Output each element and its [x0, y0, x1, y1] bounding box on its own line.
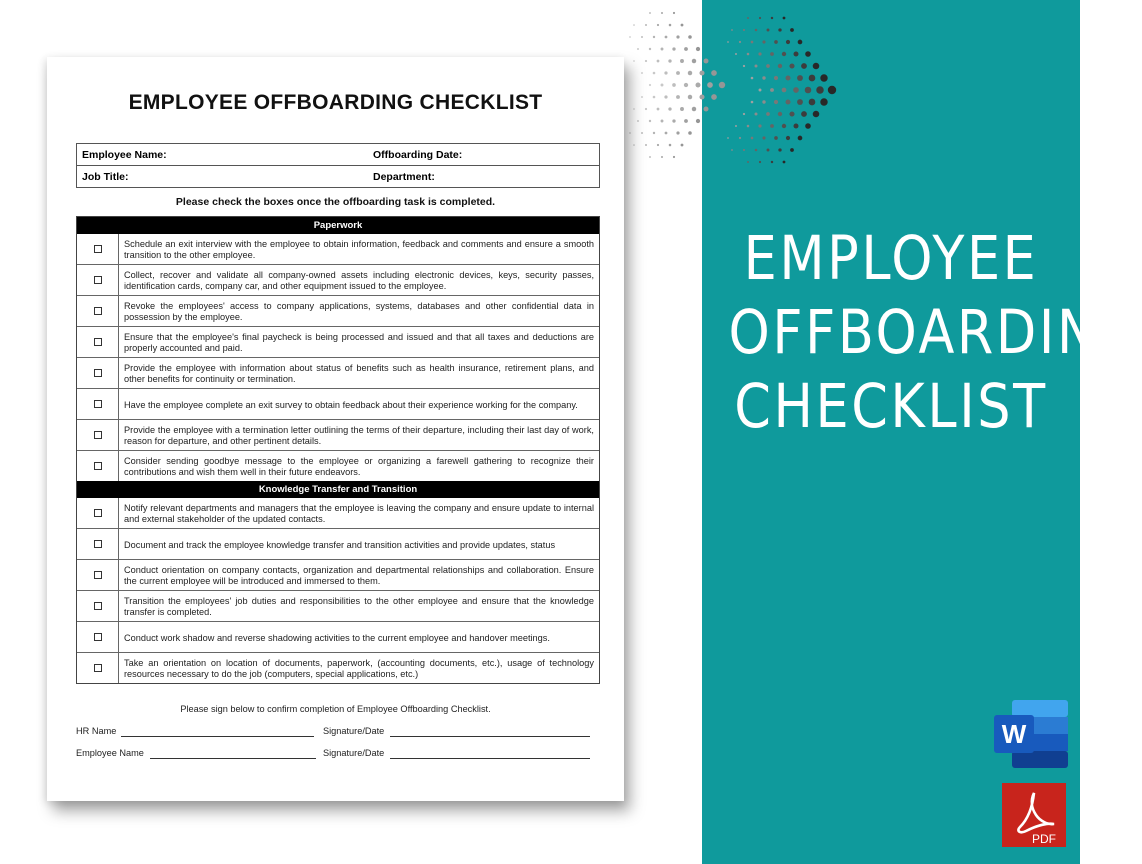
halftone-dot	[778, 148, 781, 151]
employee-name-label: Employee Name:	[82, 148, 167, 161]
task-label: Document and track the employee knowledge transfer and transition activities and provide updates, status	[124, 539, 556, 550]
halftone-dot	[790, 148, 794, 152]
task-text	[119, 653, 599, 683]
halftone-dot	[774, 76, 778, 80]
employee-signature-row	[76, 748, 606, 762]
halftone-dot	[766, 64, 770, 68]
signature-date-label: Signature/Date	[323, 748, 385, 758]
task-text	[119, 296, 599, 326]
halftone-dot	[828, 86, 836, 94]
task-text	[119, 389, 599, 419]
halftone-dot	[661, 156, 663, 158]
halftone-dot	[820, 98, 827, 105]
halftone-dot	[676, 35, 679, 38]
halftone-dot	[786, 136, 790, 140]
halftone-dot	[645, 108, 647, 110]
halftone-dot	[695, 82, 700, 87]
checkbox-cell	[77, 327, 119, 357]
halftone-dot	[785, 99, 790, 104]
halftone-dot	[669, 24, 672, 27]
halftone-dot	[692, 107, 696, 111]
checkbox-cell	[77, 389, 119, 419]
checklist-row	[77, 498, 599, 528]
info-row	[77, 166, 599, 187]
task-label: Schedule an exit interview with the employee to obtain information, feedback and comments and ensure a smooth transition to the other employee.	[124, 239, 594, 260]
halftone-dot	[755, 29, 758, 32]
halftone-dot	[676, 95, 680, 99]
halftone-dot	[699, 70, 704, 75]
halftone-dot	[809, 75, 816, 82]
task-label: Conduct orientation on company contacts, organization and departmental relationships and collaboration. Ensure the current employee will be introduced and immersed to them.	[124, 565, 594, 586]
word-icon-letter: W	[1001, 719, 1027, 749]
checklist-row	[77, 621, 599, 652]
halftone-dot	[649, 84, 651, 86]
halftone-dot	[755, 113, 758, 116]
halftone-dot	[673, 12, 675, 14]
halftone-dot	[704, 59, 709, 64]
halftone-dot	[770, 124, 774, 128]
halftone-dot	[668, 107, 671, 110]
halftone-dot	[747, 53, 750, 56]
task-label: Provide the employee with a termination letter outlining the terms of their departure, including their last day of work, reason for departure, and other pertinent details.	[124, 425, 594, 446]
halftone-dot	[727, 137, 729, 139]
halftone-dot	[680, 107, 684, 111]
checklist-row	[77, 528, 599, 559]
checklist-row	[77, 450, 599, 481]
task-label: Consider sending goodbye message to the employee or organizing a farewell gathering to recognize their contributions and wish them well in their future endeavors.	[124, 456, 594, 477]
halftone-dot	[707, 82, 713, 88]
halftone-dot	[820, 74, 827, 81]
halftone-dot	[699, 94, 704, 99]
halftone-dot	[668, 59, 671, 62]
employee-name-sign-label: Employee Name	[76, 748, 144, 758]
task-text	[119, 420, 599, 450]
halftone-arrows-decoration	[620, 0, 860, 200]
instructions: Please check the boxes once the offboarding task is completed.	[175, 196, 496, 208]
halftone-dot	[778, 28, 781, 31]
halftone-dot	[669, 144, 672, 147]
task-text	[119, 234, 599, 264]
checklist-row	[77, 419, 599, 450]
halftone-dot	[661, 12, 663, 14]
halftone-dot	[681, 144, 684, 147]
halftone-dot	[743, 65, 745, 67]
halftone-dot	[731, 149, 733, 151]
halftone-dot	[692, 59, 696, 63]
halftone-dot	[770, 52, 774, 56]
halftone-dot	[758, 52, 761, 55]
halftone-dot	[782, 52, 786, 56]
halftone-dot	[673, 156, 675, 158]
halftone-dot	[790, 28, 794, 32]
halftone-dot	[805, 87, 812, 94]
halftone-dot	[676, 71, 680, 75]
task-text	[119, 560, 599, 590]
halftone-dot	[684, 119, 688, 123]
task-checkbox[interactable]	[94, 462, 102, 470]
halftone-dot	[771, 161, 773, 163]
halftone-dot	[739, 41, 741, 43]
halftone-dot	[711, 94, 717, 100]
halftone-dot	[649, 12, 651, 14]
halftone-dot	[762, 76, 765, 79]
halftone-dot	[797, 99, 803, 105]
checklist-row	[77, 652, 599, 683]
halftone-dot	[688, 35, 692, 39]
headline-line-3: CHECKLIST	[734, 371, 1048, 442]
halftone-dot	[649, 120, 651, 122]
task-label: Revoke the employees' access to company applications, systems, databases and other confidential data in possession by the employee.	[124, 301, 594, 322]
halftone-dot	[794, 124, 799, 129]
halftone-dot	[735, 53, 737, 55]
halftone-dot	[816, 86, 823, 93]
halftone-dot	[774, 40, 778, 44]
checklist-row	[77, 559, 599, 590]
halftone-dot	[747, 17, 749, 19]
halftone-dot	[782, 124, 786, 128]
halftone-dot	[684, 83, 688, 87]
checklist-row	[77, 295, 599, 326]
halftone-dot	[793, 87, 799, 93]
banner-headline	[728, 222, 1142, 444]
task-checkbox[interactable]	[94, 307, 102, 315]
checklist-document	[47, 57, 624, 801]
task-text	[119, 327, 599, 357]
halftone-dot	[672, 47, 675, 50]
halftone-dot	[653, 96, 656, 99]
halftone-dot	[762, 100, 765, 103]
task-label: Have the employee complete an exit survey to obtain feedback about their experience working for the company.	[124, 399, 578, 410]
sign-note: Please sign below to confirm completion of Employee Offboarding Checklist.	[180, 704, 491, 714]
halftone-dot	[661, 120, 664, 123]
halftone-dot	[657, 60, 660, 63]
halftone-dot	[759, 17, 761, 19]
halftone-dot	[813, 111, 820, 118]
task-text	[119, 358, 599, 388]
halftone-dot	[661, 48, 664, 51]
task-text	[119, 591, 599, 621]
halftone-dot	[783, 17, 786, 20]
halftone-dot	[641, 96, 643, 98]
task-text	[119, 622, 599, 652]
employee-info-table	[76, 143, 600, 188]
halftone-dot	[813, 63, 820, 70]
task-label: Collect, recover and validate all company-owned assets including electronic devices, keys, security passes, identification cards, company car, and other equipment issued to the employee.	[124, 270, 594, 291]
checklist-row	[77, 326, 599, 357]
halftone-dot	[786, 40, 790, 44]
checkbox-cell	[77, 296, 119, 326]
halftone-dot	[633, 24, 635, 26]
task-label: Conduct work shadow and reverse shadowing activities to the current employee and handover meetings.	[124, 632, 550, 643]
halftone-dot	[747, 125, 750, 128]
checkbox-cell	[77, 451, 119, 481]
checklist-row	[77, 357, 599, 388]
hr-name-label: HR Name	[76, 726, 117, 736]
microsoft-word-icon	[994, 700, 1068, 768]
task-checkbox[interactable]	[94, 245, 102, 253]
halftone-dot	[755, 65, 758, 68]
department-label: Department:	[373, 170, 435, 183]
halftone-dot	[688, 71, 692, 75]
task-checkbox[interactable]	[94, 633, 102, 641]
halftone-dot	[696, 119, 700, 123]
halftone-dot	[798, 40, 803, 45]
task-checkbox[interactable]	[94, 540, 102, 548]
halftone-dot	[767, 29, 770, 32]
halftone-dot	[759, 161, 761, 163]
halftone-dot	[664, 95, 667, 98]
halftone-dot	[661, 84, 664, 87]
halftone-dot	[785, 75, 790, 80]
task-checkbox[interactable]	[94, 509, 102, 517]
halftone-dot	[649, 156, 651, 158]
halftone-dot	[809, 99, 816, 106]
halftone-dot	[681, 24, 684, 27]
halftone-dot	[633, 144, 635, 146]
job-title-label: Job Title:	[82, 170, 129, 183]
checklist-row	[77, 264, 599, 295]
halftone-dot	[680, 59, 684, 63]
checkbox-cell	[77, 358, 119, 388]
task-checkbox[interactable]	[94, 431, 102, 439]
checkbox-cell	[77, 420, 119, 450]
halftone-dot	[641, 132, 643, 134]
halftone-dot	[801, 63, 807, 69]
halftone-dot	[637, 120, 639, 122]
halftone-dot	[767, 149, 770, 152]
halftone-dot	[805, 51, 811, 57]
halftone-dot	[794, 52, 799, 57]
task-label: Transition the employees' job duties and responsibilities to the other employee and ensure that the knowledge transfer is completed.	[124, 596, 594, 617]
halftone-dot	[641, 36, 643, 38]
halftone-dot	[676, 131, 679, 134]
halftone-dot	[704, 107, 709, 112]
halftone-dot	[762, 136, 765, 139]
checklist-table	[76, 216, 600, 684]
section-header-paperwork: Paperwork	[77, 217, 599, 234]
task-checkbox[interactable]	[94, 664, 102, 672]
halftone-dot	[664, 71, 667, 74]
halftone-dot	[633, 60, 635, 62]
checkbox-cell	[77, 622, 119, 652]
halftone-dot	[641, 72, 643, 74]
halftone-dot	[735, 125, 737, 127]
halftone-dot	[743, 113, 745, 115]
halftone-dot	[711, 70, 717, 76]
halftone-dot	[774, 100, 778, 104]
checklist-row	[77, 388, 599, 419]
halftone-dot	[739, 137, 741, 139]
halftone-dot	[762, 40, 765, 43]
checklist-row	[77, 234, 599, 264]
halftone-dot	[633, 108, 635, 110]
task-label: Ensure that the employee's final paycheck is being processed and issued and that all taxes and deductions are properly accounted and paid.	[124, 332, 594, 353]
employee-signature-line[interactable]	[390, 758, 590, 759]
halftone-dot	[778, 64, 782, 68]
halftone-dot	[649, 48, 651, 50]
halftone-dot	[751, 77, 754, 80]
task-text	[119, 529, 599, 559]
checkbox-cell	[77, 498, 119, 528]
task-label: Provide the employee with information about status of benefits such as health insurance, retirement plans, and other benefits for continuity or termination.	[124, 363, 594, 384]
halftone-dot	[789, 63, 794, 68]
halftone-dot	[774, 136, 778, 140]
task-checkbox[interactable]	[94, 571, 102, 579]
halftone-dot	[657, 108, 660, 111]
halftone-dot	[771, 17, 773, 19]
halftone-dot	[782, 88, 787, 93]
task-text	[119, 451, 599, 481]
halftone-dot	[719, 82, 725, 88]
halftone-dot	[727, 41, 729, 43]
halftone-dot	[645, 60, 647, 62]
task-checkbox[interactable]	[94, 338, 102, 346]
task-checkbox[interactable]	[94, 369, 102, 377]
halftone-dot	[688, 131, 692, 135]
info-row	[77, 144, 599, 166]
halftone-dot	[657, 144, 659, 146]
halftone-dot	[629, 132, 631, 134]
halftone-dot	[672, 119, 675, 122]
hr-name-line[interactable]	[121, 736, 314, 737]
halftone-dot	[759, 89, 762, 92]
halftone-dot	[743, 29, 745, 31]
checklist-row	[77, 590, 599, 621]
halftone-dot	[751, 137, 754, 140]
halftone-dot	[731, 29, 733, 31]
checkbox-cell	[77, 653, 119, 683]
halftone-dot	[645, 144, 647, 146]
offboarding-date-label: Offboarding Date:	[373, 148, 463, 161]
halftone-dot	[801, 111, 807, 117]
checkbox-cell	[77, 265, 119, 295]
halftone-dot	[797, 75, 803, 81]
employee-name-line[interactable]	[150, 758, 316, 759]
hr-signature-line[interactable]	[390, 736, 590, 737]
pdf-icon-label: PDF	[1032, 832, 1056, 846]
halftone-dot	[783, 161, 786, 164]
checkbox-cell	[77, 234, 119, 264]
halftone-dot	[665, 132, 668, 135]
halftone-dot	[770, 88, 774, 92]
task-text	[119, 498, 599, 528]
section-header-knowledge-transfer: Knowledge Transfer and Transition	[77, 481, 599, 498]
halftone-dot	[637, 48, 639, 50]
halftone-dot	[755, 149, 758, 152]
checkbox-cell	[77, 529, 119, 559]
halftone-dot	[665, 36, 668, 39]
task-label: Notify relevant departments and managers that the employee is leaving the company and ensure update to internal and external stakeholder of the updated contacts.	[124, 503, 594, 524]
halftone-dot	[653, 36, 655, 38]
adobe-pdf-icon	[1002, 783, 1066, 847]
task-checkbox[interactable]	[94, 602, 102, 610]
signature-date-label: Signature/Date	[323, 726, 385, 736]
halftone-dot	[645, 24, 647, 26]
halftone-dot	[684, 47, 688, 51]
halftone-dot	[778, 112, 782, 116]
halftone-dot	[653, 132, 655, 134]
halftone-dot	[688, 95, 692, 99]
halftone-dot	[747, 161, 749, 163]
checkbox-cell	[77, 591, 119, 621]
halftone-dot	[758, 124, 761, 127]
halftone-dot	[751, 101, 754, 104]
task-checkbox[interactable]	[94, 400, 102, 408]
task-label: Take an orientation on location of documents, paperwork, (accounting documents, etc.), usage of technology resources necessary to do the job (computers, special applications, etc.)	[124, 658, 594, 679]
halftone-dot	[751, 41, 754, 44]
halftone-dot	[766, 112, 770, 116]
headline-line-2: OFFBOARDING	[728, 297, 1142, 368]
halftone-dot	[696, 47, 700, 51]
halftone-dot	[672, 83, 676, 87]
document-title: EMPLOYEE OFFBOARDING CHECKLIST	[128, 91, 543, 114]
halftone-dot	[657, 24, 659, 26]
hr-signature-row	[76, 726, 606, 740]
headline-line-1: EMPLOYEE	[743, 223, 1039, 294]
task-text	[119, 265, 599, 295]
halftone-dot	[805, 123, 811, 129]
halftone-dot	[789, 111, 794, 116]
halftone-dot	[629, 36, 631, 38]
halftone-dot	[653, 72, 656, 75]
task-checkbox[interactable]	[94, 276, 102, 284]
halftone-dot	[798, 136, 803, 141]
halftone-dot	[743, 149, 745, 151]
checkbox-cell	[77, 560, 119, 590]
